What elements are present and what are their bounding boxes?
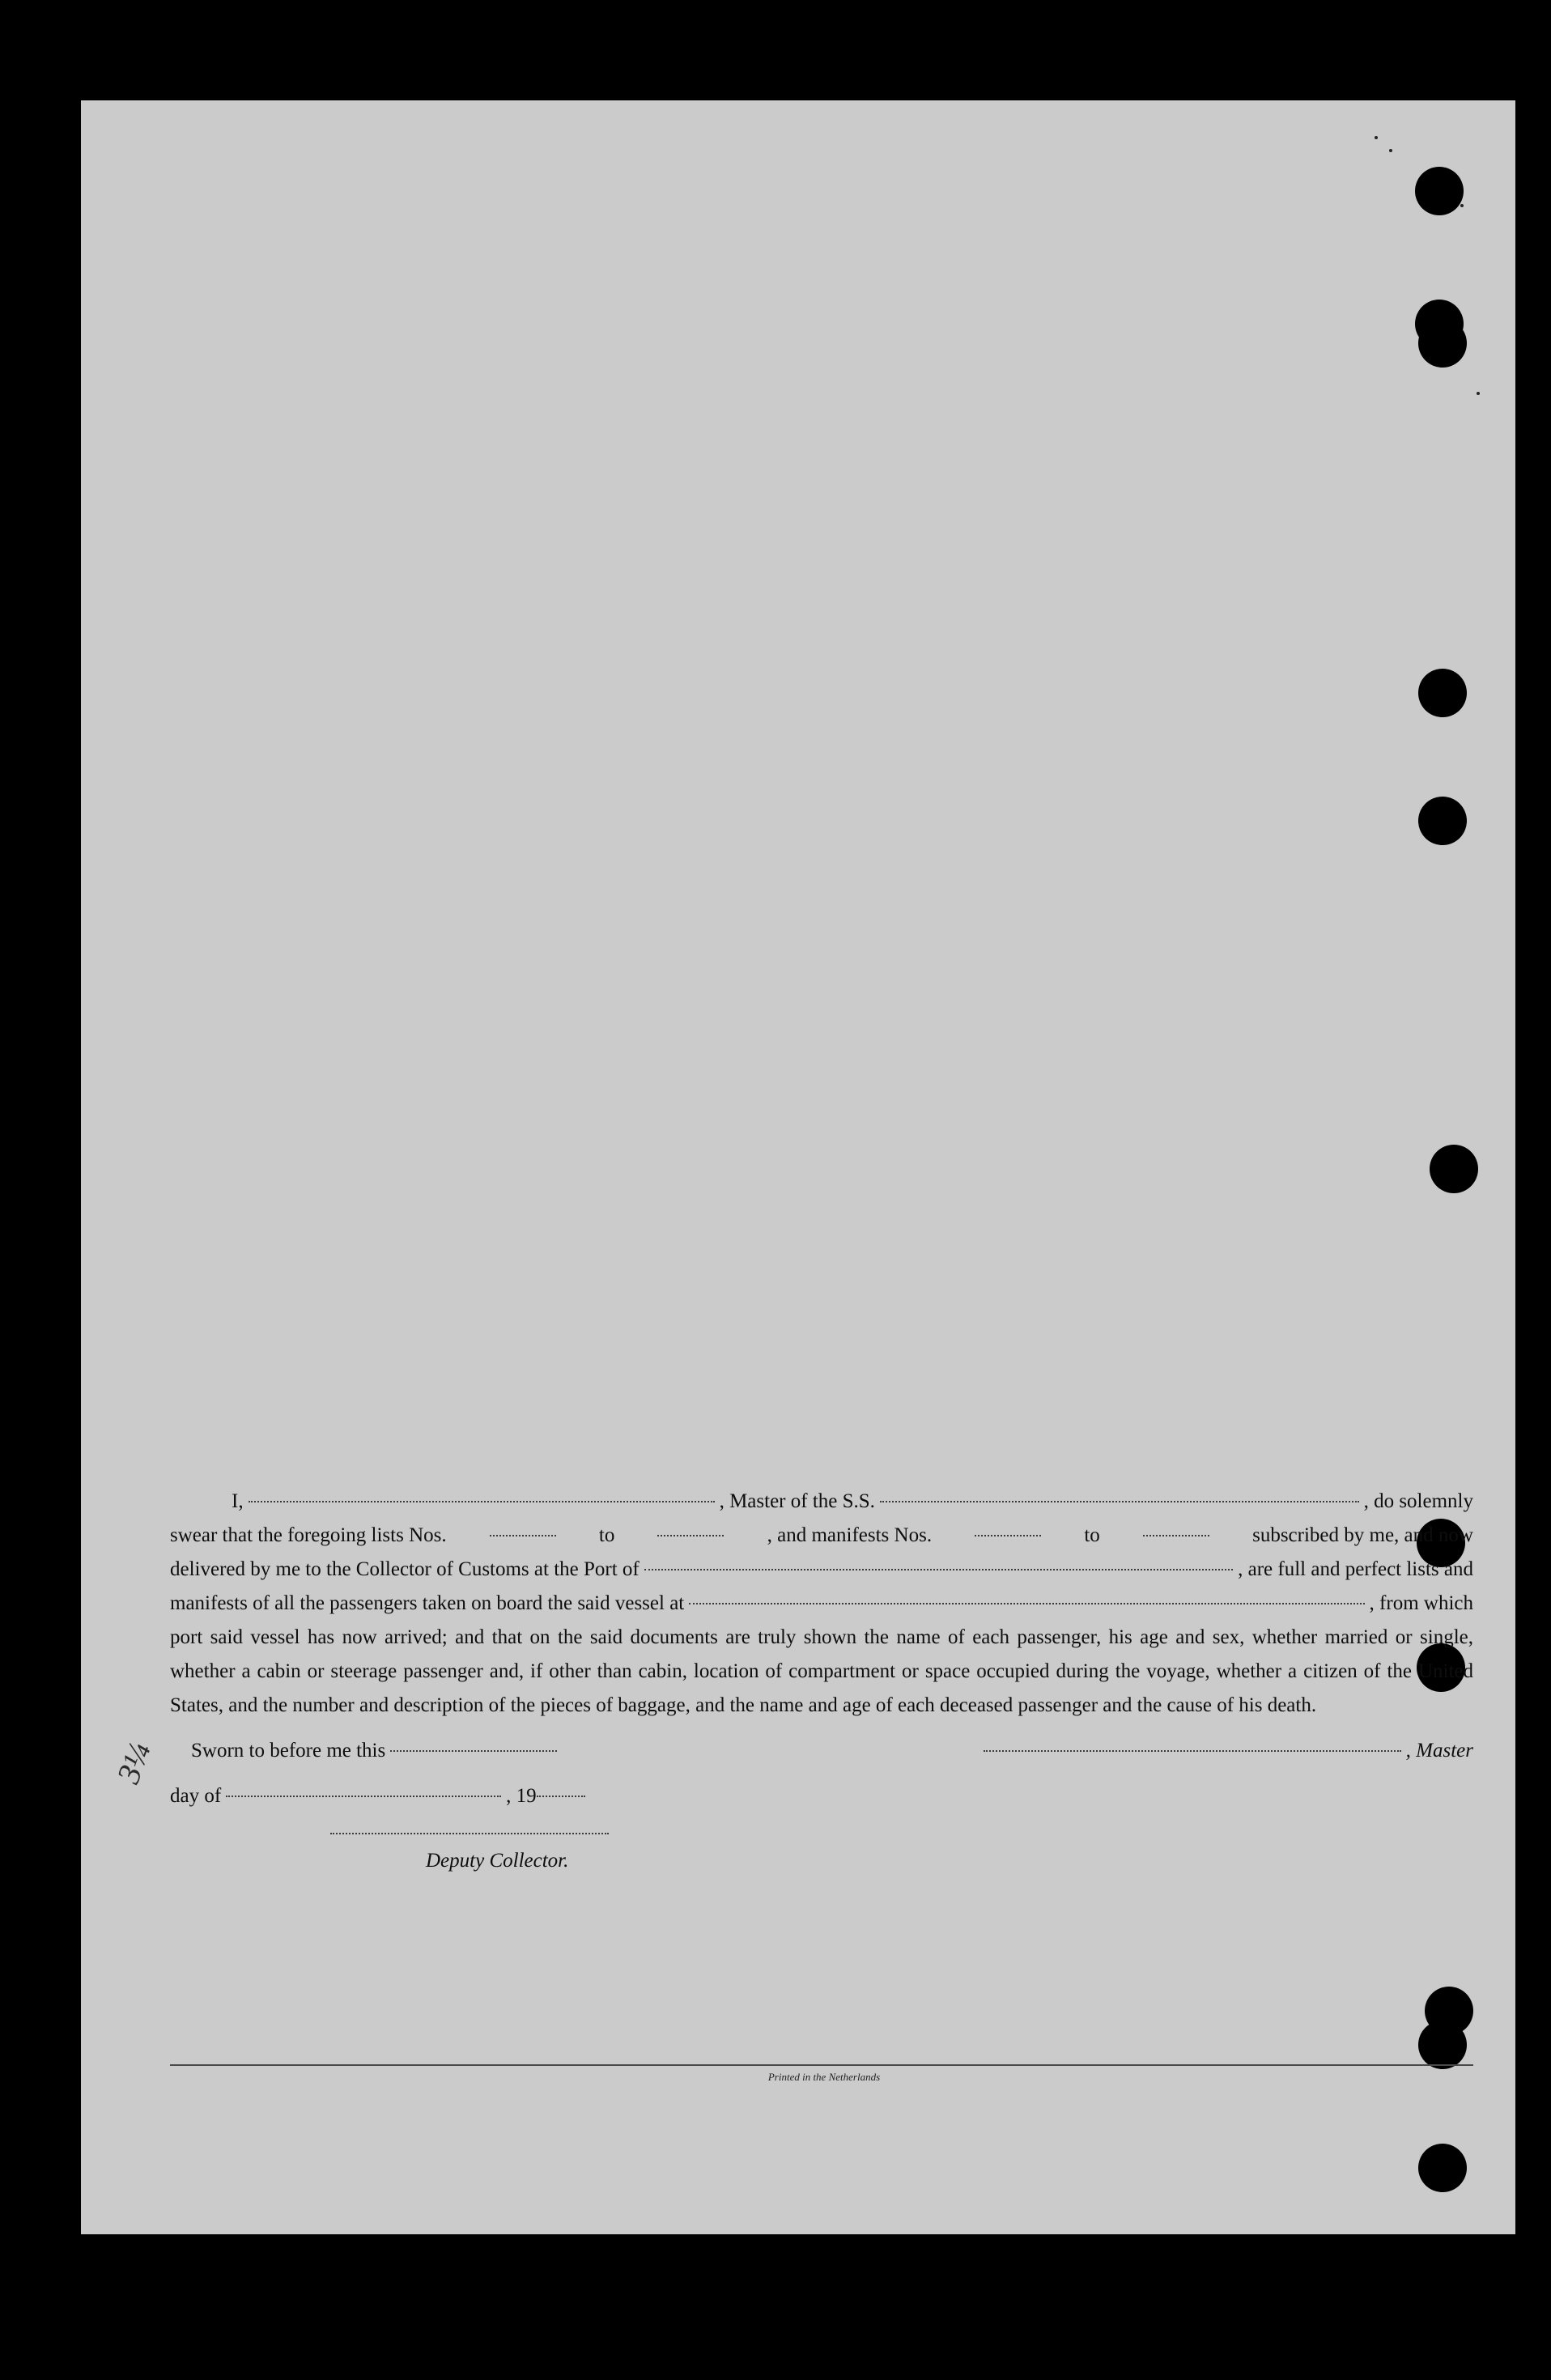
master-line (979, 1734, 1473, 1768)
speck (1389, 149, 1392, 152)
master-label: , Master (1405, 1740, 1473, 1762)
speck (1477, 392, 1480, 395)
oath-line-2 (170, 1519, 1473, 1553)
speck (1460, 204, 1464, 207)
master-of-ss: , Master of the S.S. (719, 1490, 875, 1512)
sworn-date-blank (390, 1749, 557, 1752)
delivered-text: delivered by me to the Collector of Customs at the Port of (170, 1558, 640, 1580)
manifest-to-blank (1143, 1534, 1209, 1536)
list-from-blank (490, 1534, 556, 1536)
punch-hole (1418, 797, 1467, 845)
oath-block (170, 1485, 1473, 1878)
oath-i: I, (232, 1490, 244, 1512)
oath-line-4 (170, 1587, 1473, 1621)
name-blank (249, 1500, 715, 1502)
punch-hole (1418, 2144, 1467, 2192)
port-blank (644, 1568, 1233, 1570)
list-to-blank (657, 1534, 724, 1536)
punch-hole (1418, 669, 1467, 717)
to-2: to (1084, 1524, 1100, 1546)
do-solemnly: , do solemnly (1363, 1490, 1473, 1512)
printed-in-netherlands: Printed in the Netherlands (767, 2071, 881, 2083)
oath-body: port said vessel has now arrived; and that on the said documents are truly shown the name of each passenger, his age and sex, whether married or single, whether a cabin or steerage passenger and, if other than cabin, location of compartment or space occupied during the voyage, whether a citizen of the United States, and the number and description of the pieces of baggage, and the name and age of each deceased passenger and the cause of his death. (170, 1626, 1473, 1716)
sworn-row (170, 1734, 1473, 1768)
sworn-text: Sworn to before me this (191, 1740, 386, 1762)
from-which-text: , from which (1369, 1592, 1473, 1614)
oath-line-1 (170, 1485, 1473, 1519)
year-blank (537, 1795, 585, 1797)
punch-hole (1430, 1145, 1478, 1193)
ship-blank (880, 1500, 1359, 1502)
punch-hole (1418, 2021, 1467, 2069)
deputy-signature-blank (330, 1833, 609, 1834)
oath-line-3 (170, 1553, 1473, 1587)
day-of-line (170, 1779, 1473, 1813)
master-signature-blank (984, 1749, 1401, 1752)
swear-text: swear that the foregoing lists Nos. (170, 1524, 447, 1546)
nineteen-text: , 19 (506, 1785, 537, 1807)
manifests-all-text: manifests of all the passengers taken on board the said vessel at (170, 1592, 685, 1614)
to-1: to (598, 1524, 615, 1546)
punch-hole (1415, 167, 1464, 215)
are-full-text: , are full and perfect lists and (1238, 1558, 1473, 1580)
margin-note: 3¼ (109, 1737, 158, 1788)
embark-port-blank (689, 1602, 1364, 1604)
deputy-collector-label: Deputy Collector. (426, 1850, 569, 1872)
manifest-from-blank (975, 1534, 1041, 1536)
day-of-text: day of (170, 1785, 222, 1807)
sworn-line (170, 1734, 562, 1768)
speck (1375, 136, 1378, 139)
form-sheet (81, 100, 1515, 2234)
punch-hole (1418, 319, 1467, 368)
subscribed-text: subscribed by me, and now (1252, 1524, 1473, 1546)
footer-rule (170, 2064, 1473, 2066)
day-of-blank (226, 1795, 501, 1797)
and-manifests: , and manifests Nos. (767, 1524, 933, 1546)
